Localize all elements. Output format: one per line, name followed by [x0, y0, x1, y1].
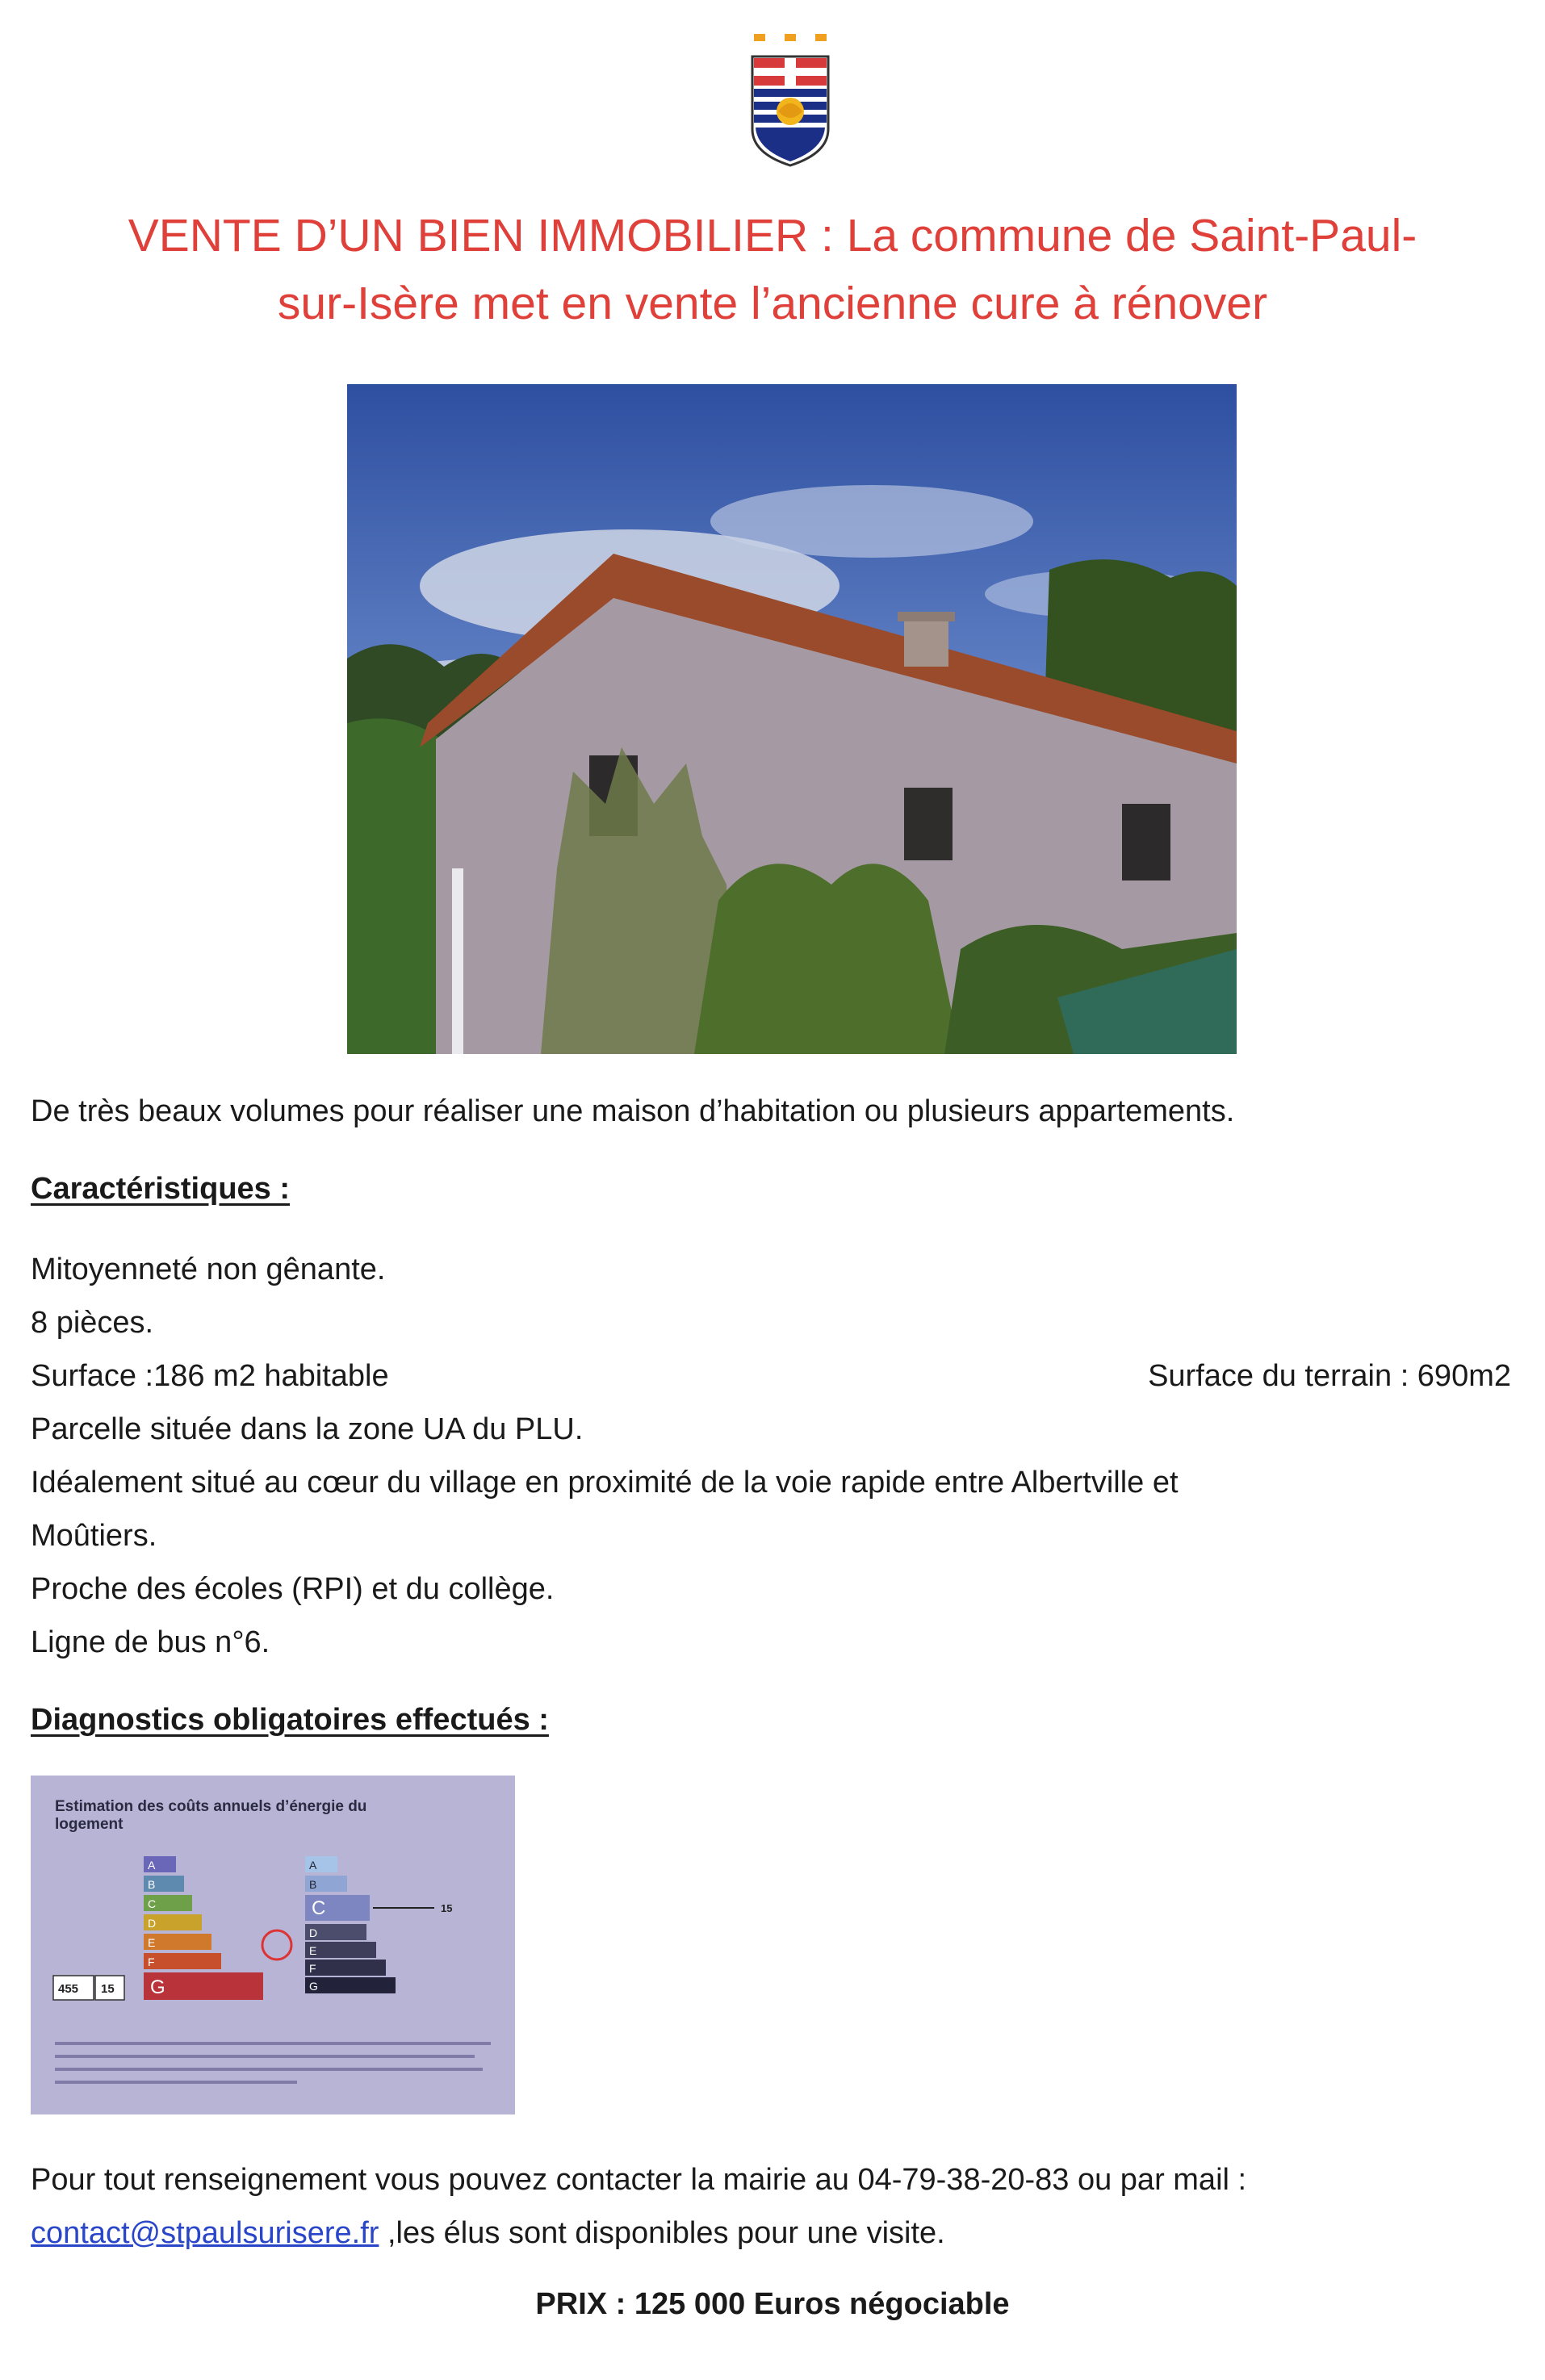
energy-class-b: B [148, 1878, 156, 1891]
feature-surface: Surface :186 m2 habitable [31, 1359, 389, 1393]
title-line-2: sur-Isère met en vente l’ancienne cure à rénover [277, 278, 1268, 329]
page-title [32, 202, 1513, 337]
feature-location-cont: Moûtiers. [31, 1519, 157, 1553]
ges-class-e: E [309, 1944, 317, 1957]
energy-class-f: F [148, 1955, 155, 1968]
diagnostics-heading: Diagnostics obligatoires effectués : [31, 1703, 549, 1737]
commune-crest-logo [746, 32, 835, 169]
caracteristiques-heading: Caractéristiques : [31, 1172, 291, 1206]
feature-zone: Parcelle située dans la zone UA du PLU. [31, 1412, 584, 1446]
ges-class-d: D [309, 1926, 318, 1939]
energy-class-a: A [148, 1859, 156, 1872]
ges-class-b: B [309, 1878, 317, 1891]
energy-class-d: D [148, 1917, 157, 1930]
feature-bus: Ligne de bus n°6. [31, 1625, 270, 1659]
title-line-1: VENTE D’UN BIEN IMMOBILIER : La commune de Saint-Paul- [128, 210, 1417, 261]
price-text: PRIX : 125 000 Euros négociable [535, 2287, 1010, 2321]
feature-mitoyennete: Mitoyenneté non gênante. [31, 1253, 386, 1286]
dpe-title-line-2: logement [55, 1816, 124, 1833]
energy-diagnostic-image [31, 1776, 515, 2114]
feature-pieces: 8 pièces. [31, 1306, 154, 1340]
ges-class-c: C [312, 1897, 326, 1919]
energy-class-c: C [148, 1897, 157, 1910]
ges-value: 15 [101, 1982, 115, 1996]
feature-surface-terrain: Surface du terrain : 690m2 [1148, 1359, 1511, 1393]
ges-class-a: A [309, 1859, 317, 1872]
energy-value: 455 [58, 1982, 79, 1996]
feature-location: Idéalement situé au cœur du village en proximité de la voie rapide entre Albertville et [31, 1466, 1179, 1500]
feature-schools: Proche des écoles (RPI) et du collège. [31, 1572, 555, 1606]
energy-class-e: E [148, 1936, 156, 1949]
contact-email-link[interactable]: contact@stpaulsurisere.fr [31, 2216, 379, 2250]
contact-line-1: Pour tout renseignement vous pouvez contacter la mairie au 04-79-38-20-83 ou par mail : [31, 2163, 1247, 2197]
ges-class-g: G [309, 1980, 318, 1993]
house-photo [347, 384, 1237, 1054]
ges-marker-value: 15 [441, 1902, 453, 1914]
ges-class-f: F [309, 1962, 316, 1975]
contact-line-2-rest: ,les élus sont disponibles pour une visite. [379, 2216, 945, 2250]
energy-class-g: G [150, 1976, 165, 1998]
contact-line-2 [31, 2206, 945, 2260]
intro-text: De très beaux volumes pour réaliser une maison d’habitation ou plusieurs appartements. [31, 1094, 1235, 1128]
dpe-title-line-1: Estimation des coûts annuels d’énergie du [55, 1798, 367, 1815]
